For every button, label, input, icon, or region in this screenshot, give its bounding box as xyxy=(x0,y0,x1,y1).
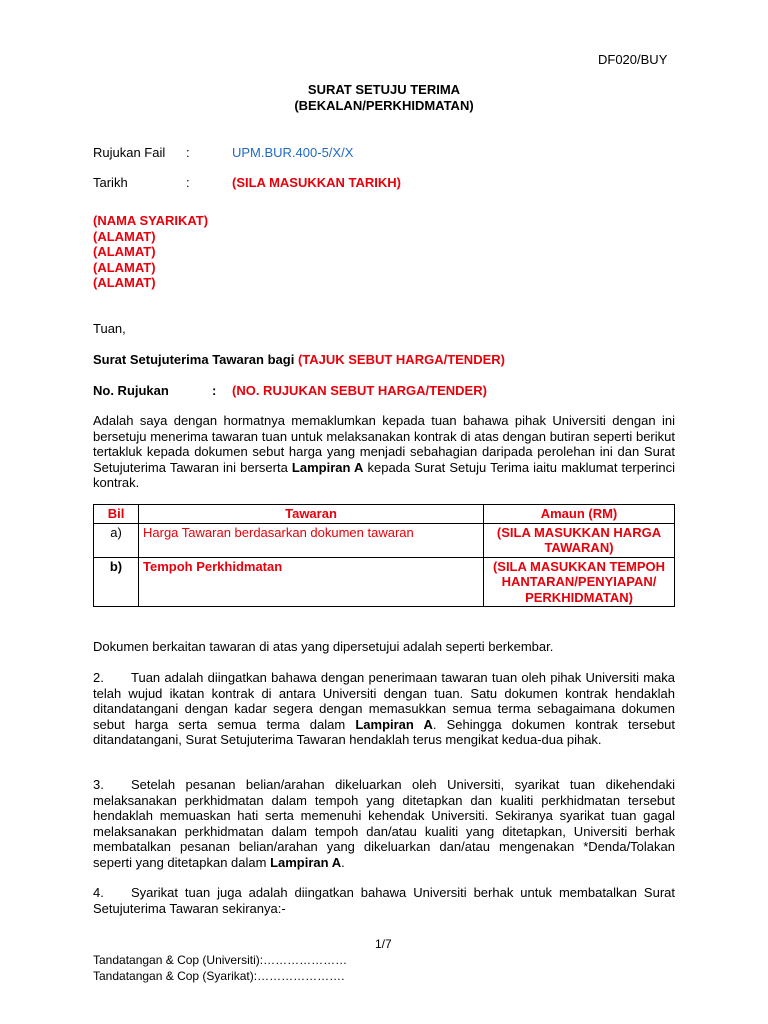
header-amaun: Amaun (RM) xyxy=(484,505,675,524)
page-number: 1/7 xyxy=(375,937,392,951)
row-amaun: (SILA MASUKKAN TEMPOH HANTARAN/PENYIAPAN/ PERKHIDMATAN) xyxy=(484,557,675,607)
no-ref-colon: : xyxy=(212,383,217,398)
table-row xyxy=(94,557,675,607)
paragraph-2-tail: . Sehingga dokumen kontrak tersebut ditandatangani, Surat Setujuterima Tawaran hendaklah terus mengikat kedua-dua pihak. xyxy=(93,716,676,747)
ref-colon: : xyxy=(186,145,190,160)
header-bil: Bil xyxy=(94,505,139,524)
document-title xyxy=(93,82,675,114)
paragraph-2 xyxy=(93,670,675,748)
header-tawaran: Tawaran xyxy=(139,505,484,524)
subject-prefix: Surat Setujuterima Tawaran bagi xyxy=(93,352,295,367)
paragraph-1 xyxy=(93,413,675,491)
title-line-2: (BEKALAN/PERKHIDMATAN) xyxy=(294,98,474,113)
paragraph-3-tail: . xyxy=(341,854,345,870)
salutation: Tuan, xyxy=(93,321,126,336)
row-bil: b) xyxy=(94,557,139,607)
date-label: Tarikh xyxy=(93,175,128,190)
paragraph-4-text: Syarikat tuan juga adalah diingatkan bahawa Universiti berhak untuk membatalkan Surat Setujuterima Tawaran sekiranya:- xyxy=(93,885,675,916)
paragraph-1-text: Adalah saya dengan hormatnya memaklumkan kepada tuan bahawa pihak Universiti dengan ini bersetuju menerima tawaran tuan untuk melaksanakan kontrak di atas dengan butiran seperti berikut tertakluk kepada dokumen sebut harga yang menjadi sebahagian daripada perolehan ini dan Surat Setujuterima Tawaran ini berserta xyxy=(93,413,675,475)
title-line-1: SURAT SETUJU TERIMA xyxy=(307,82,461,97)
ref-label: Rujukan Fail xyxy=(93,145,166,160)
row-amaun: (SILA MASUKKAN HARGA TAWARAN) xyxy=(484,523,675,557)
note-text: Dokumen berkaitan tawaran di atas yang dipersetujui adalah seperti berkembar. xyxy=(93,639,554,654)
row-tawaran: Harga Tawaran berdasarkan dokumen tawaran xyxy=(139,523,484,557)
paragraph-1-bold: Lampiran A xyxy=(291,459,364,475)
date-colon: : xyxy=(186,175,190,190)
address-line: (NAMA SYARIKAT) xyxy=(93,213,209,228)
recipient-address xyxy=(93,213,208,291)
table-row xyxy=(94,523,675,557)
no-ref-label: No. Rujukan xyxy=(93,383,169,398)
paragraph-4-number: 4. xyxy=(93,885,104,900)
address-line: (ALAMAT) xyxy=(93,244,156,259)
paragraph-2-text: Tuan adalah diingatkan bahawa dengan penerimaan tawaran tuan oleh pihak Universiti maka telah wujud ikatan kontrak di antara Universiti dengan tuan. Satu dokumen kontrak hendaklah ditandatangani dengan kadar segera dengan memasukkan semua terma sebagaimana dokumen sebut harga serta semua terma dalam xyxy=(93,670,675,732)
subject-line xyxy=(93,352,505,367)
paragraph-4 xyxy=(93,885,675,916)
subject-value: (TAJUK SEBUT HARGA/TENDER) xyxy=(297,352,505,367)
ref-value: UPM.BUR.400-5/X/X xyxy=(232,145,354,160)
address-line: (ALAMAT) xyxy=(93,275,156,290)
no-ref-value: (NO. RUJUKAN SEBUT HARGA/TENDER) xyxy=(232,383,487,398)
document-code: DF020/BUY xyxy=(598,52,668,67)
table-header-row xyxy=(94,505,675,524)
date-value: (SILA MASUKKAN TARIKH) xyxy=(232,175,401,190)
signature-university: Tandatangan & Cop (Universiti):………………… xyxy=(93,953,348,967)
paragraph-3 xyxy=(93,777,675,870)
offer-table xyxy=(93,504,675,607)
address-line: (ALAMAT) xyxy=(93,259,156,275)
paragraph-2-bold: Lampiran A xyxy=(355,716,433,732)
paragraph-3-number: 3. xyxy=(93,777,104,792)
paragraph-1-tail: kepada Surat Setuju Terima iaitu maklumat terperinci kontrak. xyxy=(93,459,675,490)
signature-company: Tandatangan & Cop (Syarikat):…………………. xyxy=(93,969,345,983)
paragraph-2-number: 2. xyxy=(93,670,104,685)
paragraph-3-text: Setelah pesanan belian/arahan dikeluarkan oleh Universiti, syarikat tuan dikehendaki melaksanakan perkhidmatan dalam tempoh yang ditetapkan dan kualiti perkhidmatan tersebut hendaklah memuaskan hati serta memenuhi kehendak Universiti. Sekiranya syarikat tuan gagal melaksanakan perkhidmatan dalam tempoh dan/atau kualiti yang ditetapkan, Universiti berhak membatalkan pesanan belian/arahan yang dikeluarkan dan/atau mengenakan *Denda/Tolakan seperti yang ditetapkan dalam xyxy=(93,777,675,870)
row-tawaran: Tempoh Perkhidmatan xyxy=(139,557,484,607)
row-bil: a) xyxy=(94,523,139,557)
address-line: (ALAMAT) xyxy=(93,228,156,244)
paragraph-3-bold: Lampiran A xyxy=(270,854,342,870)
